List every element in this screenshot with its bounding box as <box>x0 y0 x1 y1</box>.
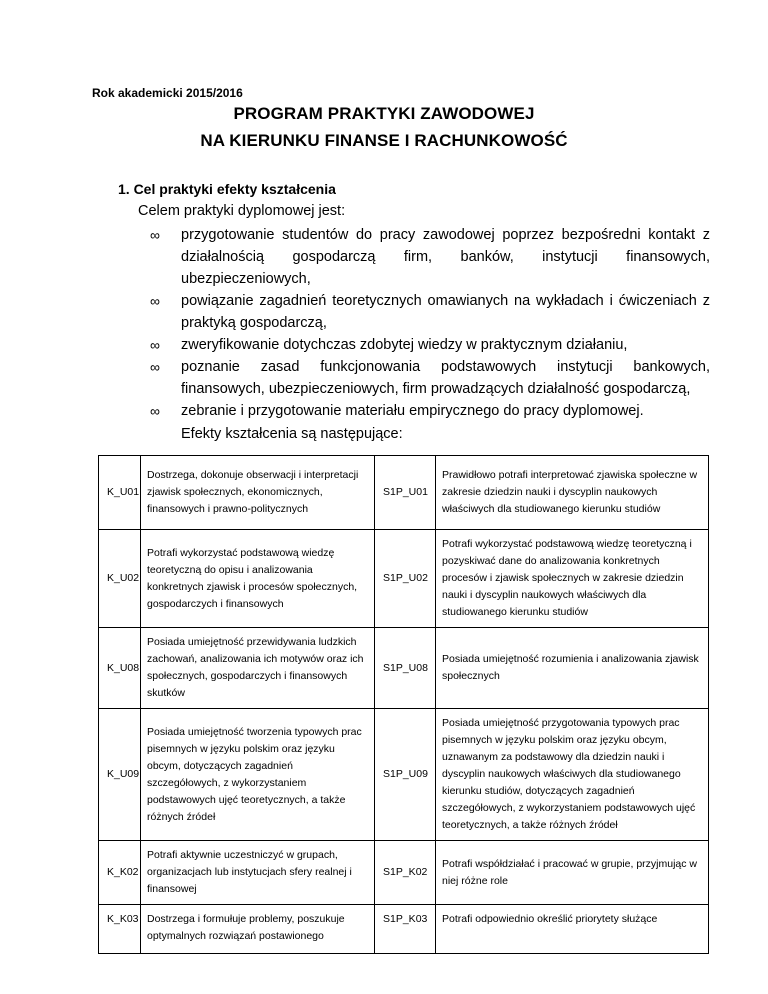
effects-intro: Efekty kształcenia są następujące: <box>181 426 403 442</box>
reference-code: S1P_K03 <box>375 905 436 954</box>
list-item <box>150 290 710 334</box>
section-heading: 1. Cel praktyki efekty kształcenia <box>118 181 336 197</box>
list-item <box>150 224 710 290</box>
effects-table <box>98 455 709 954</box>
effect-description: Dostrzega, dokonuje obserwacji i interpretacji zjawisk społecznych, ekonomicznych, finansowych i prawno-politycznych <box>141 456 375 530</box>
reference-code: S1P_U08 <box>375 628 436 709</box>
infinity-bullet-icon: ∞ <box>150 337 160 353</box>
list-item <box>150 334 710 356</box>
infinity-bullet-icon: ∞ <box>150 359 160 375</box>
list-item <box>150 400 710 422</box>
infinity-bullet-icon: ∞ <box>150 293 160 309</box>
document-title-line2: NA KIERUNKU FINANSE I RACHUNKOWOŚĆ <box>200 131 568 150</box>
table-row <box>99 841 709 905</box>
effect-description: Potrafi aktywnie uczestniczyć w grupach, organizacjach lub instytucjach sfery realnej i finansowej <box>141 841 375 905</box>
effect-code: K_K02 <box>99 841 141 905</box>
effect-description: Posiada umiejętność tworzenia typowych prac pisemnych w języku polskim oraz języku obcym, dotyczących zagadnień szczegółowych, z wykorzystaniem podstawowych ujęć teoretycznych, a także różnych źródeł <box>141 709 375 841</box>
reference-code: S1P_U09 <box>375 709 436 841</box>
list-item-text: przygotowanie studentów do pracy zawodowej poprzez bezpośredni kontakt z działalnością gospodarczą firm, banków, instytucji finansowych, ubezpieczeniowych, <box>181 227 710 287</box>
reference-description: Potrafi odpowiednio określić priorytety służące <box>436 905 709 954</box>
section-intro: Celem praktyki dyplomowej jest: <box>138 203 346 219</box>
effect-code: K_U01 <box>99 456 141 530</box>
list-item-text: zweryfikowanie dotychczas zdobytej wiedzy w praktycznym działaniu, <box>181 337 628 353</box>
table-row <box>99 905 709 954</box>
reference-description: Posiada umiejętność przygotowania typowych prac pisemnych w języku polskim oraz języku obcym, uznawanym za podstawowy dla dziedzin nauki i dyscyplin naukowych właściwych dla studiowanego kierunku studiów, dotyczących zagadnień szczegółowych, z wykorzystaniem podstawowych ujęć teoretycznych, a także różnych źródeł <box>436 709 709 841</box>
infinity-bullet-icon: ∞ <box>150 403 160 419</box>
table-row <box>99 628 709 709</box>
reference-description: Prawidłowo potrafi interpretować zjawiska społeczne w zakresie dziedzin nauki i dyscyplin naukowych właściwych dla studiowanego kierunku studiów <box>436 456 709 530</box>
goals-list <box>150 224 710 422</box>
list-item-text: zebranie i przygotowanie materiału empirycznego do pracy dyplomowej. <box>181 403 644 419</box>
reference-code: S1P_K02 <box>375 841 436 905</box>
effect-code: K_U08 <box>99 628 141 709</box>
table-row <box>99 530 709 628</box>
table-row <box>99 456 709 530</box>
reference-description: Posiada umiejętność rozumienia i analizowania zjawisk społecznych <box>436 628 709 709</box>
effect-code: K_K03 <box>99 905 141 954</box>
reference-description: Potrafi wykorzystać podstawową wiedzę teoretyczną i pozyskiwać dane do analizowania konkretnych procesów i zjawisk społecznych w zakresie dziedzin nauki i dyscyplin naukowych właściwych dla studiowanego kierunku studiów <box>436 530 709 628</box>
effect-code: K_U09 <box>99 709 141 841</box>
reference-code: S1P_U02 <box>375 530 436 628</box>
effect-code: K_U02 <box>99 530 141 628</box>
list-item <box>150 356 710 400</box>
effect-description: Potrafi wykorzystać podstawową wiedzę teoretyczną do opisu i analizowania konkretnych zjawisk i procesów społecznych, gospodarczych i finansowych <box>141 530 375 628</box>
reference-description: Potrafi współdziałać i pracować w grupie, przyjmując w niej różne role <box>436 841 709 905</box>
effect-description: Dostrzega i formułuje problemy, poszukuje optymalnych rozwiązań postawionego <box>141 905 375 954</box>
list-item-text: poznanie zasad funkcjonowania podstawowych instytucji bankowych, finansowych, ubezpieczeniowych, firm prowadzących działalność gospodarczą, <box>181 359 710 397</box>
table-row <box>99 709 709 841</box>
list-item-text: powiązanie zagadnień teoretycznych omawianych na wykładach i ćwiczeniach z praktyką gospodarczą, <box>181 293 710 331</box>
reference-code: S1P_U01 <box>375 456 436 530</box>
academic-year: Rok akademicki 2015/2016 <box>92 86 243 100</box>
infinity-bullet-icon: ∞ <box>150 227 160 243</box>
effect-description: Posiada umiejętność przewidywania ludzkich zachowań, analizowania ich motywów oraz ich społecznych, gospodarczych i finansowych skutków <box>141 628 375 709</box>
document-title-line1: PROGRAM PRAKTYKI ZAWODOWEJ <box>233 104 535 123</box>
